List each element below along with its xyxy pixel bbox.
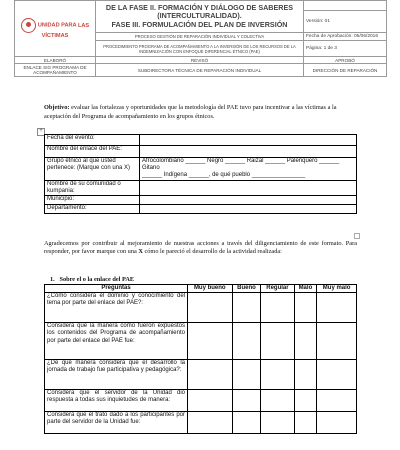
rating-cell[interactable] — [294, 293, 317, 323]
table-row — [45, 293, 357, 323]
header-very-bad: Muy malo — [317, 285, 357, 293]
document-header — [14, 0, 387, 77]
reviso-value: SUBDIRECTORA TÉCNICA DE REPARACIÓN INDIVIDUAL — [96, 64, 304, 77]
document-title: DE LA FASE II. FORMACIÓN Y DIÁLOGO DE SABERES (INTERCULTURALIDAD). FASE III. FORMULACIÓN DEL PLAN DE INVERSIÓN — [96, 1, 304, 33]
table-row — [45, 412, 357, 434]
rating-cell[interactable] — [261, 323, 294, 360]
pae-name-label: Nombre del enlace del PAE: — [45, 146, 140, 158]
question-1: ¿Cómo considera el dominio y conocimiento del tema por parte del enlace del PAE?: — [45, 293, 188, 323]
rating-cell[interactable] — [317, 293, 357, 323]
mark-x: X — [138, 248, 143, 256]
rating-cell[interactable] — [188, 323, 233, 360]
table-row — [45, 390, 357, 412]
rating-cell[interactable] — [294, 360, 317, 390]
elaboro-label: ELABORÓ — [15, 57, 96, 64]
department-label: Departamento: — [45, 205, 140, 214]
ethnic-group-options[interactable] — [140, 158, 357, 181]
elaboro-value: ENLACE SIG PROGRAMA DE ACOMPAÑAMIENTO — [15, 64, 96, 77]
logo — [15, 1, 96, 57]
question-4: Considera que el servidor de la Unidad dio respuesta a todas sus inquietudes de manera: — [45, 390, 188, 412]
rating-cell[interactable] — [232, 412, 261, 434]
table-resize-handle[interactable] — [354, 233, 360, 239]
objective-text: evaluar las fortalezas y oportunidades que la metodología del PAE tuvo para incentivar a las víctimas a la aceptación del Programa de acompañamiento en los grupos étnicos. — [44, 104, 337, 120]
approval-date: Fecha de Aprobación: 05/06/2016 — [304, 33, 387, 41]
aprobo-label: APROBÓ — [304, 57, 387, 64]
table-row — [45, 323, 357, 360]
rating-cell[interactable] — [294, 390, 317, 412]
header-good: Bueno — [232, 285, 261, 293]
question-5: Considera que el trato dado a los participantes por parte del servidor de la Unidad fue: — [45, 412, 188, 434]
municipality-label: Municipio: — [45, 196, 140, 205]
procedure-name: PROCEDIMIENTO PROGRAMA DE ACOMPAÑAMIENTO A LA INVERSIÓN DE LOS RECURSOS DE LA INDEMNIZACIÓN CON ENFOQUE DIFERENCIAL ÉTNICO (PAE) — [96, 41, 304, 57]
section-heading: 1. Sobre el o la enlace del PAE — [50, 276, 135, 283]
pae-name-field[interactable] — [140, 146, 357, 158]
header-questions: Preguntas — [45, 285, 188, 293]
rating-cell[interactable] — [232, 323, 261, 360]
aprobo-value: DIRECCIÓN DE REPARACIÓN — [304, 64, 387, 77]
question-2: Considera que la manera como fueron expuestos los contenidos del Programa de acompañamiento por parte del enlace del PAE fue: — [45, 323, 188, 360]
community-label: Nombre de su comunidad o kumpania: — [45, 180, 140, 195]
table-row — [45, 360, 357, 390]
rating-cell[interactable] — [317, 323, 357, 360]
rating-cell[interactable] — [188, 390, 233, 412]
ethnic-group-label: Grupo étnico al que usted pertenece: (Marque con una X) — [45, 158, 140, 181]
logo-prefix: UNIDAD PARA — [37, 22, 78, 29]
header-very-good: Muy bueno — [188, 285, 233, 293]
question-3: ¿De qué manera considera que el desarrollo la jornada de trabajo fue participativa y pedagógica?: — [45, 360, 188, 390]
process-name: PROCESO GESTIÓN DE REPARACIÓN INDIVIDUAL Y COLECTIVA — [96, 33, 304, 41]
rating-cell[interactable] — [188, 412, 233, 434]
objective — [44, 104, 357, 122]
info-table — [44, 134, 357, 214]
rating-cell[interactable] — [294, 323, 317, 360]
seal-icon — [21, 18, 36, 33]
event-date-label: Fecha del evento: — [45, 135, 140, 146]
rating-cell[interactable] — [232, 360, 261, 390]
evaluation-table — [44, 284, 357, 434]
reviso-label: REVISÓ — [96, 57, 304, 64]
rating-cell[interactable] — [232, 390, 261, 412]
table-move-handle-icon[interactable]: + — [37, 128, 45, 136]
rating-cell[interactable] — [317, 412, 357, 434]
header-regular: Regular — [261, 285, 294, 293]
rating-cell[interactable] — [261, 412, 294, 434]
ethnic-options-line-2: ______ Indígena ______, de qué pueblo ________________ — [142, 172, 306, 179]
rating-cell[interactable] — [261, 360, 294, 390]
rating-cell[interactable] — [188, 360, 233, 390]
evaluation-header-row — [45, 285, 357, 293]
rating-cell[interactable] — [261, 293, 294, 323]
rating-cell[interactable] — [294, 412, 317, 434]
logo-name: LAS VÍCTIMAS — [41, 22, 90, 39]
ethnic-options-line-1: Afrocolombiano ______ Negro ______ Raizal ______ Palenquero ______ Gitano — [142, 158, 340, 172]
community-field[interactable] — [140, 180, 357, 195]
intro-paragraph: Agradecemos por contribuir al mejoramiento de nuestras acciones a través del diligenciamiento de este formato. Para responder, por favor marque con una X cómo le pareció el desarrollo de la actividad realizada: — [44, 240, 357, 256]
rating-cell[interactable] — [232, 293, 261, 323]
rating-cell[interactable] — [261, 390, 294, 412]
objective-label: Objetivo: — [44, 104, 70, 111]
event-date-field[interactable] — [140, 135, 357, 146]
department-field[interactable] — [140, 205, 357, 214]
rating-cell[interactable] — [317, 360, 357, 390]
rating-cell[interactable] — [188, 293, 233, 323]
rating-cell[interactable] — [317, 390, 357, 412]
version: Versión: 01 — [304, 11, 387, 33]
header-bad: Malo — [294, 285, 317, 293]
municipality-field[interactable] — [140, 196, 357, 205]
page-number: Página: 1 de 3 — [304, 41, 387, 57]
